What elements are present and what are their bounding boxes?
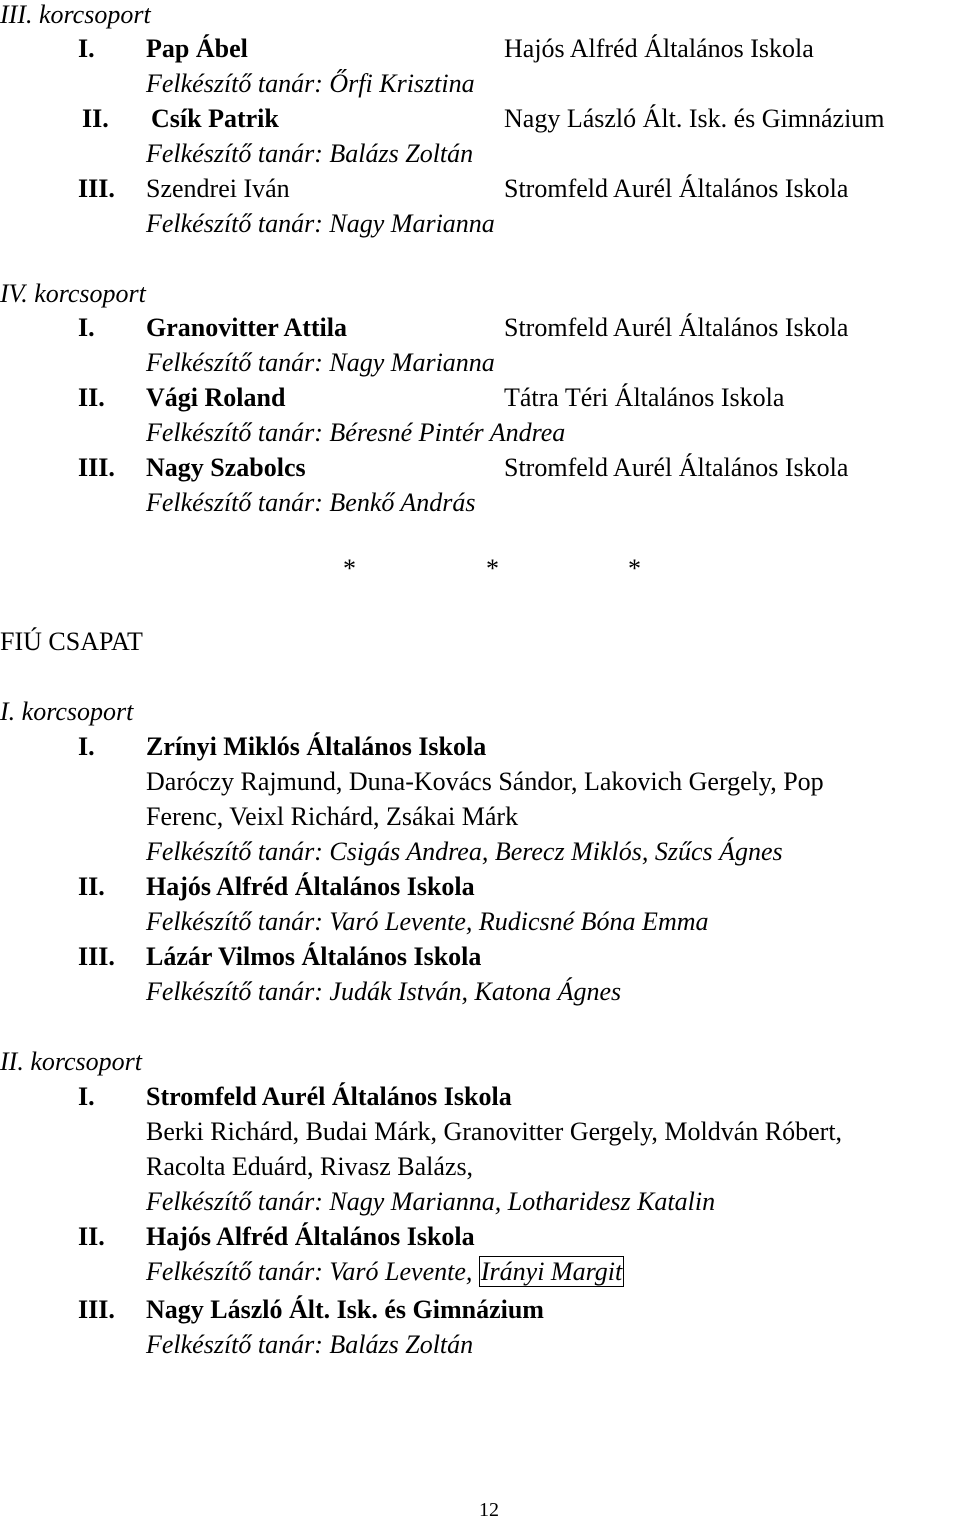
team-members: Ferenc, Veixl Richárd, Zsákai Márk (146, 802, 519, 831)
teacher-line: Felkészítő tanár: Nagy Marianna (146, 348, 495, 377)
teacher-line: Felkészítő tanár: Őrfi Krisztina (146, 69, 475, 98)
school-name: Stromfeld Aurél Általános Iskola (504, 453, 849, 482)
school-name: Stromfeld Aurél Általános Iskola (504, 313, 849, 342)
rank-label: III. (78, 174, 115, 203)
teacher-line: Felkészítő tanár: Varó Levente, Rudicsné Bóna Emma (146, 907, 709, 936)
rank-label: I. (78, 313, 95, 342)
highlighted-teacher-name: Irányi Margit (480, 1257, 623, 1286)
rank-label: III. (78, 1295, 115, 1324)
rank-label: II. (78, 1222, 105, 1251)
school-name: Nagy László Ált. Isk. és Gimnázium (504, 104, 885, 133)
team-members: Berki Richárd, Budai Márk, Granovitter Gergely, Moldván Róbert, (146, 1117, 843, 1146)
winner-name: Csík Patrik (151, 104, 279, 133)
rank-label: III. (78, 942, 115, 971)
section-heading: I. korcsoport (0, 697, 134, 726)
team-school-name: Nagy László Ált. Isk. és Gimnázium (146, 1295, 544, 1324)
separator-asterisk: * (486, 554, 499, 583)
rank-label: II. (78, 383, 105, 412)
winner-name: Vági Roland (146, 383, 286, 412)
separator-asterisk: * (628, 554, 641, 583)
team-school-name: Stromfeld Aurél Általános Iskola (146, 1082, 512, 1111)
teacher-line: Felkészítő tanár: Benkő András (146, 488, 476, 517)
teacher-line: Felkészítő tanár: Nagy Marianna (146, 209, 495, 238)
school-name: Hajós Alfréd Általános Iskola (504, 34, 814, 63)
section-heading: II. korcsoport (0, 1047, 143, 1076)
teacher-line: Felkészítő tanár: Csigás Andrea, Berecz Miklós, Szűcs Ágnes (146, 837, 783, 866)
team-members: Daróczy Rajmund, Duna-Kovács Sándor, Lakovich Gergely, Pop (146, 767, 824, 796)
team-school-name: Hajós Alfréd Általános Iskola (146, 1222, 475, 1251)
rank-label: II. (82, 104, 109, 133)
section-heading: III. korcsoport (0, 0, 151, 29)
rank-label: I. (78, 1082, 95, 1111)
teacher-line: Felkészítő tanár: Balázs Zoltán (146, 139, 474, 168)
winner-name: Szendrei Iván (146, 174, 290, 203)
teacher-line: Felkészítő tanár: Nagy Marianna, Lotharidesz Katalin (146, 1187, 716, 1216)
school-name: Stromfeld Aurél Általános Iskola (504, 174, 849, 203)
school-name: Tátra Téri Általános Iskola (504, 383, 785, 412)
rank-label: I. (78, 732, 95, 761)
team-members: Racolta Eduárd, Rivasz Balázs, (146, 1152, 474, 1181)
separator-asterisk: * (343, 554, 356, 583)
rank-label: II. (78, 872, 105, 901)
teacher-line: Felkészítő tanár: Judák István, Katona Ágnes (146, 977, 622, 1006)
teacher-prefix: Felkészítő tanár: Varó Levente, (146, 1257, 479, 1286)
winner-name: Pap Ábel (146, 34, 248, 63)
page-number: 12 (479, 1499, 499, 1521)
winner-name: Nagy Szabolcs (146, 453, 306, 482)
rank-label: I. (78, 34, 95, 63)
team-school-name: Zrínyi Miklós Általános Iskola (146, 732, 487, 761)
teacher-line: Felkészítő tanár: Balázs Zoltán (146, 1330, 474, 1359)
teacher-line (146, 1259, 624, 1285)
team-section-title: FIÚ CSAPAT (0, 627, 143, 656)
rank-label: III. (78, 453, 115, 482)
winner-name: Granovitter Attila (146, 313, 347, 342)
team-school-name: Lázár Vilmos Általános Iskola (146, 942, 482, 971)
section-heading: IV. korcsoport (0, 279, 146, 308)
teacher-line: Felkészítő tanár: Béresné Pintér Andrea (146, 418, 566, 447)
team-school-name: Hajós Alfréd Általános Iskola (146, 872, 475, 901)
